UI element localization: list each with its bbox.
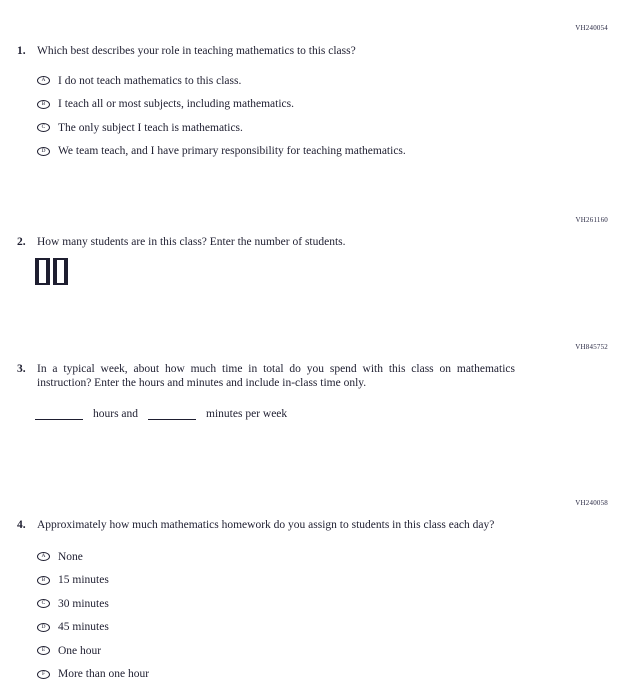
question-3	[0, 362, 619, 390]
question-2-section	[0, 216, 619, 285]
question-number: 3.	[17, 363, 26, 375]
bubble-letter: A	[41, 76, 46, 83]
option-row	[0, 592, 619, 616]
answer-bubble-b[interactable]	[37, 100, 50, 109]
answer-bubble-d[interactable]	[37, 623, 50, 632]
bubble-letter: F	[41, 670, 46, 677]
option-label: We team teach, and I have primary responsibility for teaching mathematics.	[58, 145, 406, 158]
option-row	[0, 616, 619, 640]
question-code: VH240054	[575, 24, 608, 32]
bubble-letter: C	[41, 599, 46, 606]
question-1-section	[0, 24, 619, 163]
question-4-options	[0, 545, 619, 686]
answer-bubble-e[interactable]	[37, 646, 50, 655]
question-1	[0, 44, 619, 58]
time-fill-in-row	[0, 407, 619, 421]
minutes-blank[interactable]	[148, 407, 196, 420]
question-text: In a typical week, about how much time in total do you spend with this class on mathematics instruction? Enter the hours and minutes and include in-class time only.	[37, 363, 515, 389]
bubble-letter: A	[41, 552, 46, 559]
answer-bubble-c[interactable]	[37, 123, 50, 132]
option-label: 30 minutes	[58, 597, 109, 610]
bubble-letter: B	[41, 100, 46, 107]
option-row	[0, 140, 619, 164]
option-label: More than one hour	[58, 668, 150, 681]
bubble-letter: C	[41, 123, 46, 130]
answer-bubble-b[interactable]	[37, 576, 50, 585]
question-text: Which best describes your role in teaching mathematics to this class?	[37, 45, 356, 57]
option-label: 15 minutes	[58, 574, 109, 587]
answer-bubble-c[interactable]	[37, 599, 50, 608]
option-row	[0, 639, 619, 663]
question-number: 4.	[17, 519, 26, 531]
question-4-section	[0, 499, 619, 686]
bubble-letter: D	[41, 623, 46, 630]
hours-and-label: hours and	[93, 408, 139, 420]
answer-bubble-f[interactable]	[37, 670, 50, 679]
question-2	[0, 235, 619, 249]
option-label: I teach all or most subjects, including mathematics.	[58, 98, 295, 111]
question-code: VH845752	[575, 343, 608, 351]
digit-box-ones[interactable]	[53, 258, 68, 285]
answer-bubble-d[interactable]	[37, 147, 50, 156]
bubble-letter: E	[41, 646, 46, 653]
student-count-entry	[0, 258, 619, 285]
question-code: VH240058	[575, 499, 608, 507]
question-1-options	[0, 69, 619, 163]
question-3-section	[0, 343, 619, 421]
option-label: I do not teach mathematics to this class.	[58, 74, 242, 87]
option-label: 45 minutes	[58, 621, 109, 634]
option-label: One hour	[58, 644, 102, 657]
option-row	[0, 69, 619, 93]
option-row	[0, 93, 619, 117]
question-text: How many students are in this class? Enter the number of students.	[37, 236, 346, 248]
bubble-letter: B	[41, 576, 46, 583]
answer-bubble-a[interactable]	[37, 552, 50, 561]
option-row	[0, 569, 619, 593]
option-row	[0, 663, 619, 687]
question-number: 2.	[17, 236, 26, 248]
question-text: Approximately how much mathematics homework do you assign to students in this class each day?	[37, 519, 495, 531]
question-4	[0, 518, 619, 532]
question-code: VH261160	[575, 216, 608, 224]
option-row	[0, 545, 619, 569]
hours-blank[interactable]	[35, 407, 83, 420]
option-row	[0, 116, 619, 140]
minutes-per-week-label: minutes per week	[206, 408, 288, 420]
digit-box-tens[interactable]	[35, 258, 50, 285]
option-label: None	[58, 550, 83, 563]
question-number: 1.	[17, 45, 26, 57]
answer-bubble-a[interactable]	[37, 76, 50, 85]
bubble-letter: D	[41, 147, 46, 154]
option-label: The only subject I teach is mathematics.	[58, 121, 243, 134]
